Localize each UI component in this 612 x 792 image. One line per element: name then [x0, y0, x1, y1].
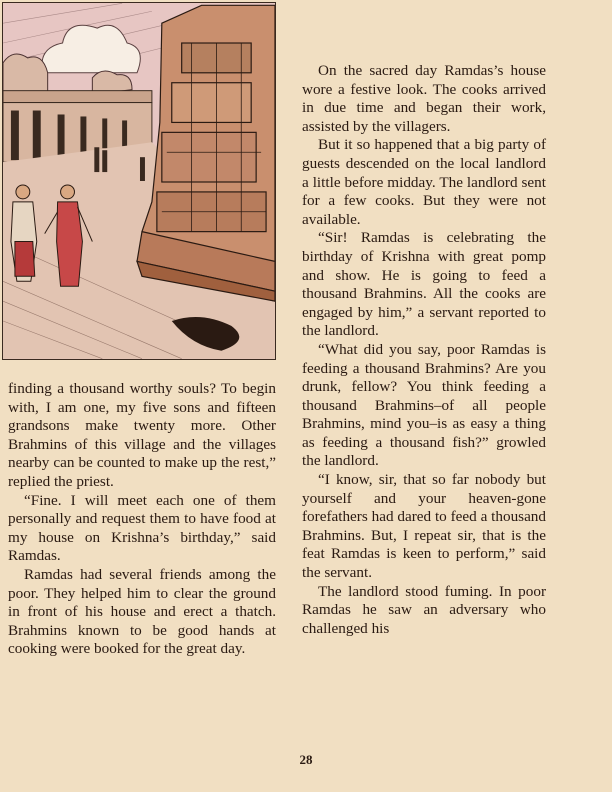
paragraph: On the sacred day Ramdas’s house wore a festive look. The cooks arrived in due time and began their work, assisted by the villagers. — [302, 62, 546, 135]
paragraph: But it so happened that a big party of guests descended on the local landlord a little before midday. The landlord sent for a few cooks. But they were not available. — [302, 136, 546, 228]
paragraph: “Fine. I will meet each one of them personally and request them to have food at my house on Krishna’s birthday,” said Ramdas. — [8, 491, 276, 565]
paragraph: “Sir! Ramdas is celebrating the birthday of Krishna with great pomp and show. He is going to feed a thousand Brahmins. All the cooks are engaged by him,” a servant reported to the landlord. — [302, 229, 546, 340]
temple-street-illustration — [2, 2, 276, 360]
temple-street-scene-illustration — [3, 3, 275, 359]
paragraph: Ramdas had several friends among the poor. They helped him to clear the ground in front of his house and erect a thatch. Brahmins known to be good hands at cooking were booked for the great day. — [8, 565, 276, 658]
paragraph: finding a thousand worthy souls? To begin with, I am one, my five sons and fifteen grandsons make twenty more. Other Brahmins of this village and the villages nearby can be counted to make up the rest,” replied the priest. — [8, 380, 276, 490]
left-text-column — [8, 380, 276, 659]
paragraph: The landlord stood fuming. In poor Ramdas he saw an adversary who challenged his — [302, 582, 546, 637]
right-text-column — [302, 62, 546, 638]
paragraph: “I know, sir, that so far nobody but yourself and your heaven-gone forefathers had dared to feed a thousand Brahmins. But, I repeat sir, that is the feat Ramdas is keen to perform,” said the servant. — [302, 471, 546, 582]
page-number: 28 — [299, 752, 313, 767]
paragraph: “What did you say, poor Ramdas is feeding a thousand Brahmins? Are you drunk, fellow? You think feeding a thousand Brahmins–of all people Brahmins, mind you–is as easy a thing as feeding a thousand fish?” growled the landlord. — [302, 340, 546, 470]
